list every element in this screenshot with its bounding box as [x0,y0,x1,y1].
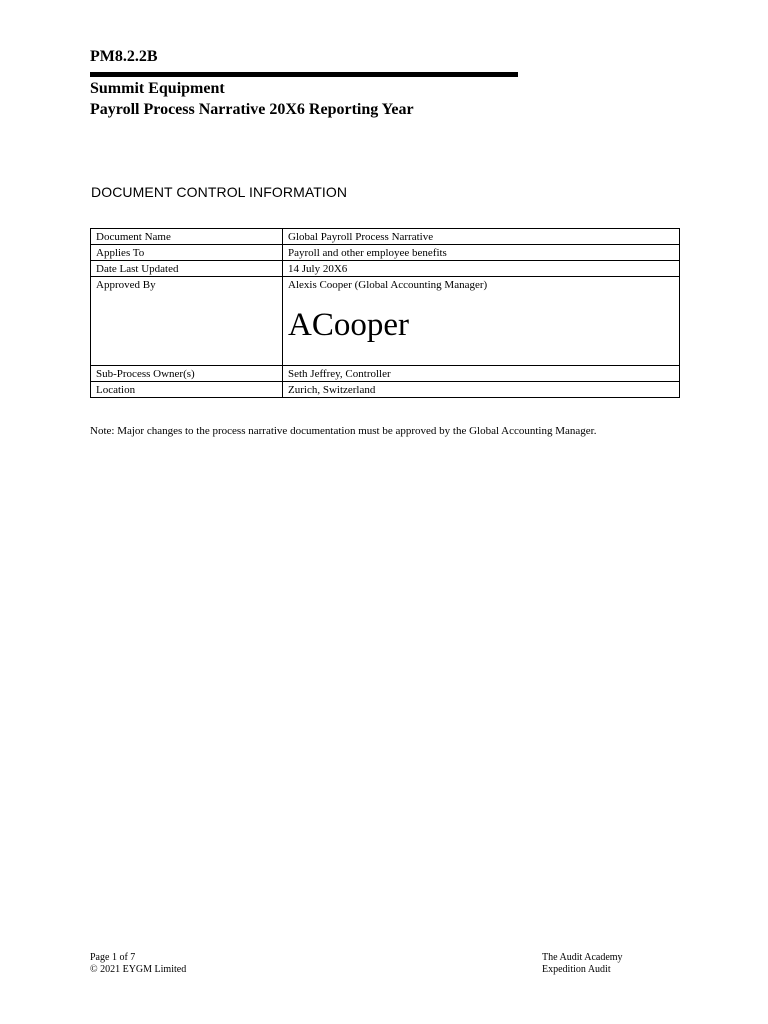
footer-org: The Audit Academy [542,952,623,963]
row-value: Alexis Cooper (Global Accounting Manager) [288,279,488,291]
footer-right [542,952,623,976]
row-label: Approved By [91,277,283,366]
row-value: Zurich, Switzerland [283,382,680,398]
company-name: Summit Equipment [90,80,225,97]
table-row [91,229,680,245]
row-label: Document Name [91,229,283,245]
document-code: PM8.2.2B [90,48,158,65]
row-label: Applies To [91,245,283,261]
signature: ACooper [288,307,409,343]
page-number: Page 1 of 7 [90,952,136,963]
table-row [91,261,680,277]
row-value: 14 July 20X6 [283,261,680,277]
table-row-approved-by [91,277,680,366]
approval-cell [283,277,680,366]
document-control-table [90,228,680,398]
footer-product: Expedition Audit [542,964,611,975]
row-label: Date Last Updated [91,261,283,277]
document-subtitle: Payroll Process Narrative 20X6 Reporting Year [90,101,414,118]
table-row [91,366,680,382]
title-rule [90,72,518,77]
table-row [91,382,680,398]
table-row [91,245,680,261]
approval-note: Note: Major changes to the process narrative documentation must be approved by the Global Accounting Manager. [90,425,597,437]
section-heading: DOCUMENT CONTROL INFORMATION [91,184,348,200]
row-label: Sub-Process Owner(s) [91,366,283,382]
footer-left [90,952,186,976]
row-value: Global Payroll Process Narrative [283,229,680,245]
row-value: Seth Jeffrey, Controller [283,366,680,382]
row-value: Payroll and other employee benefits [283,245,680,261]
row-label: Location [91,382,283,398]
copyright: © 2021 EYGM Limited [90,964,187,975]
